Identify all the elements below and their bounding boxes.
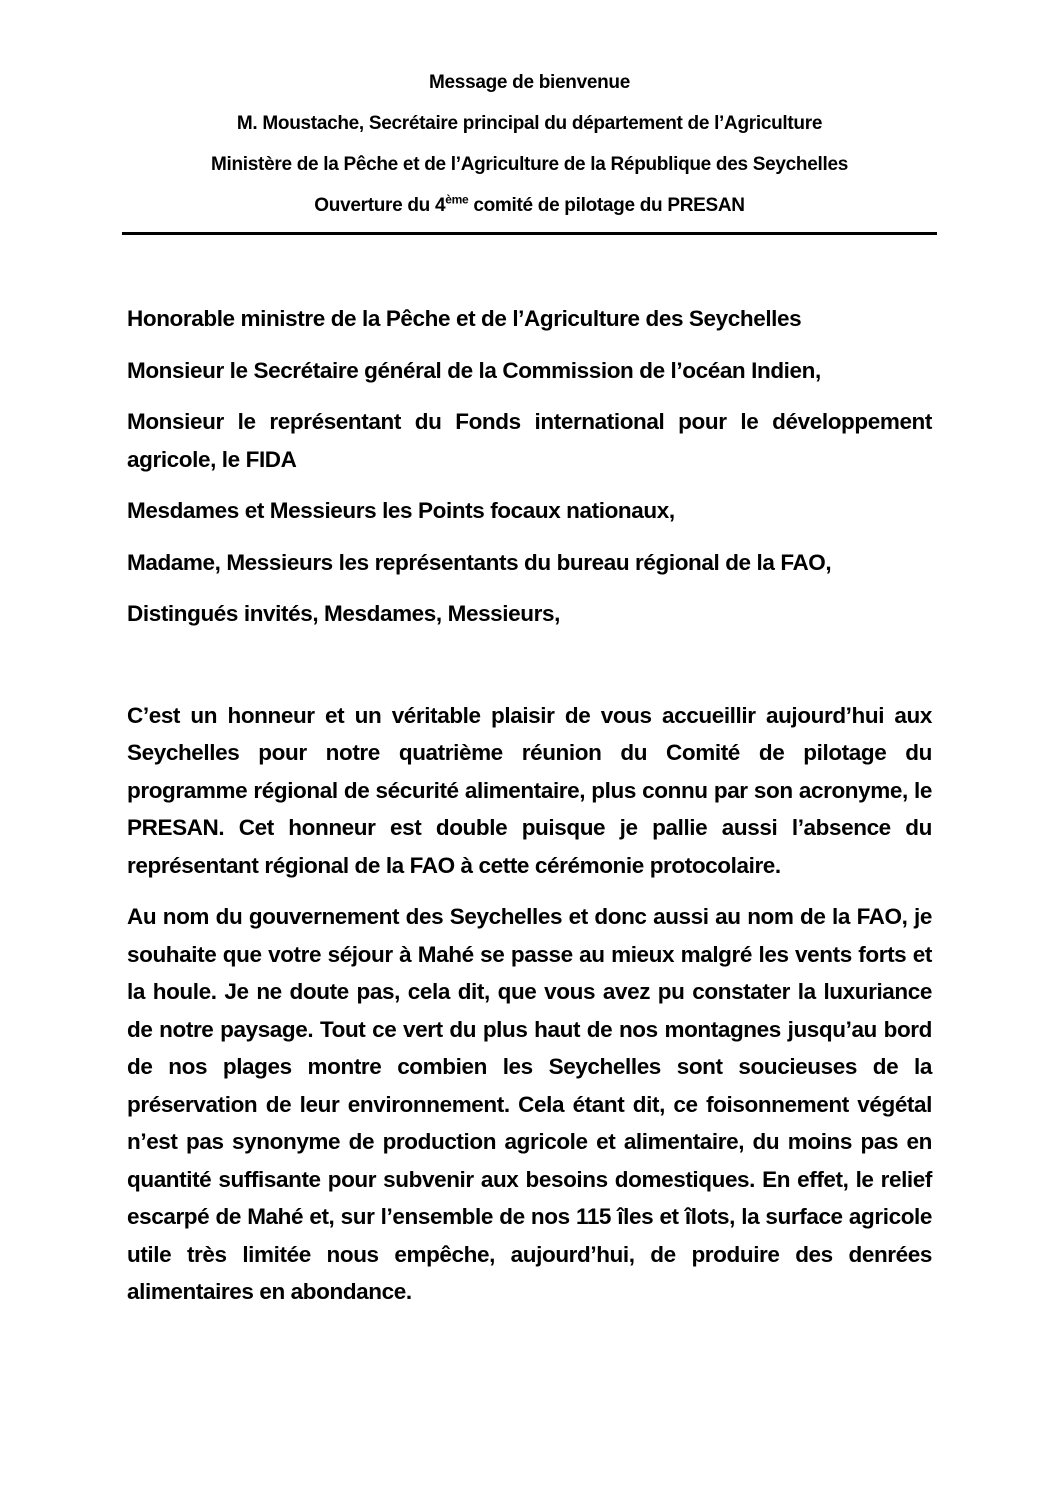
blank-line-spacer	[127, 647, 932, 697]
document-body	[127, 300, 932, 1311]
header-ministry: Ministère de la Pêche et de l’Agriculture de la République des Seychelles	[211, 154, 848, 175]
salutation-line: Monsieur le représentant du Fonds international pour le développement agricole, le FIDA	[127, 409, 932, 472]
body-paragraph: Au nom du gouvernement des Seychelles et donc aussi au nom de la FAO, je souhaite que votre séjour à Mahé se passe au mieux malgré les vents forts et la houle. Je ne doute pas, cela dit, que vous avez pu constater la luxuriance de notre paysage. Tout ce vert du plus haut de nos montagnes jusqu’au bord de nos plages montre combien les Seychelles sont soucieuses de la préservation de leur environnement. Cela étant dit, ce foisonnement végétal n’est pas synonyme de production agricole et alimentaire, du moins pas en quantité suffisante pour subvenir aux besoins domestiques. En effet, le relief escarpé de Mahé et, sur l’ensemble de nos 115 îles et îlots, la surface agricole utile très limitée nous empêche, aujourd’hui, de produire des denrées alimentaires en abondance.	[127, 904, 932, 1304]
header-title: Message de bienvenue	[429, 72, 630, 93]
header-occasion	[127, 185, 932, 226]
header-occasion-superscript: ème	[445, 192, 469, 207]
header-occasion-prefix: Ouverture du 4	[314, 195, 446, 216]
header-occasion-suffix: comité de pilotage du PRESAN	[468, 195, 745, 216]
salutation-line: Madame, Messieurs les représentants du bureau régional de la FAO,	[127, 549, 832, 575]
header-speaker: M. Moustache, Secrétaire principal du département de l’Agriculture	[236, 113, 823, 134]
salutation-line: Honorable ministre de la Pêche et de l’Agriculture des Seychelles	[127, 306, 802, 331]
salutation-line: Monsieur le Secrétaire général de la Commission de l’océan Indien,	[127, 357, 821, 383]
document-header	[127, 62, 932, 226]
salutation-line: Distingués invités, Mesdames, Messieurs,	[127, 601, 560, 626]
salutation-line: Mesdames et Messieurs les Points focaux nationaux,	[127, 498, 675, 523]
body-paragraph: C’est un honneur et un véritable plaisir de vous accueillir aujourd’hui aux Seychelles pour notre quatrième réunion du Comité de pilotage du programme régional de sécurité alimentaire, plus connu par son acronyme, le PRESAN. Cet honneur est double puisque je pallie aussi l’absence du représentant régional de la FAO à cette cérémonie protocolaire.	[127, 702, 932, 878]
header-divider-line	[122, 232, 937, 235]
